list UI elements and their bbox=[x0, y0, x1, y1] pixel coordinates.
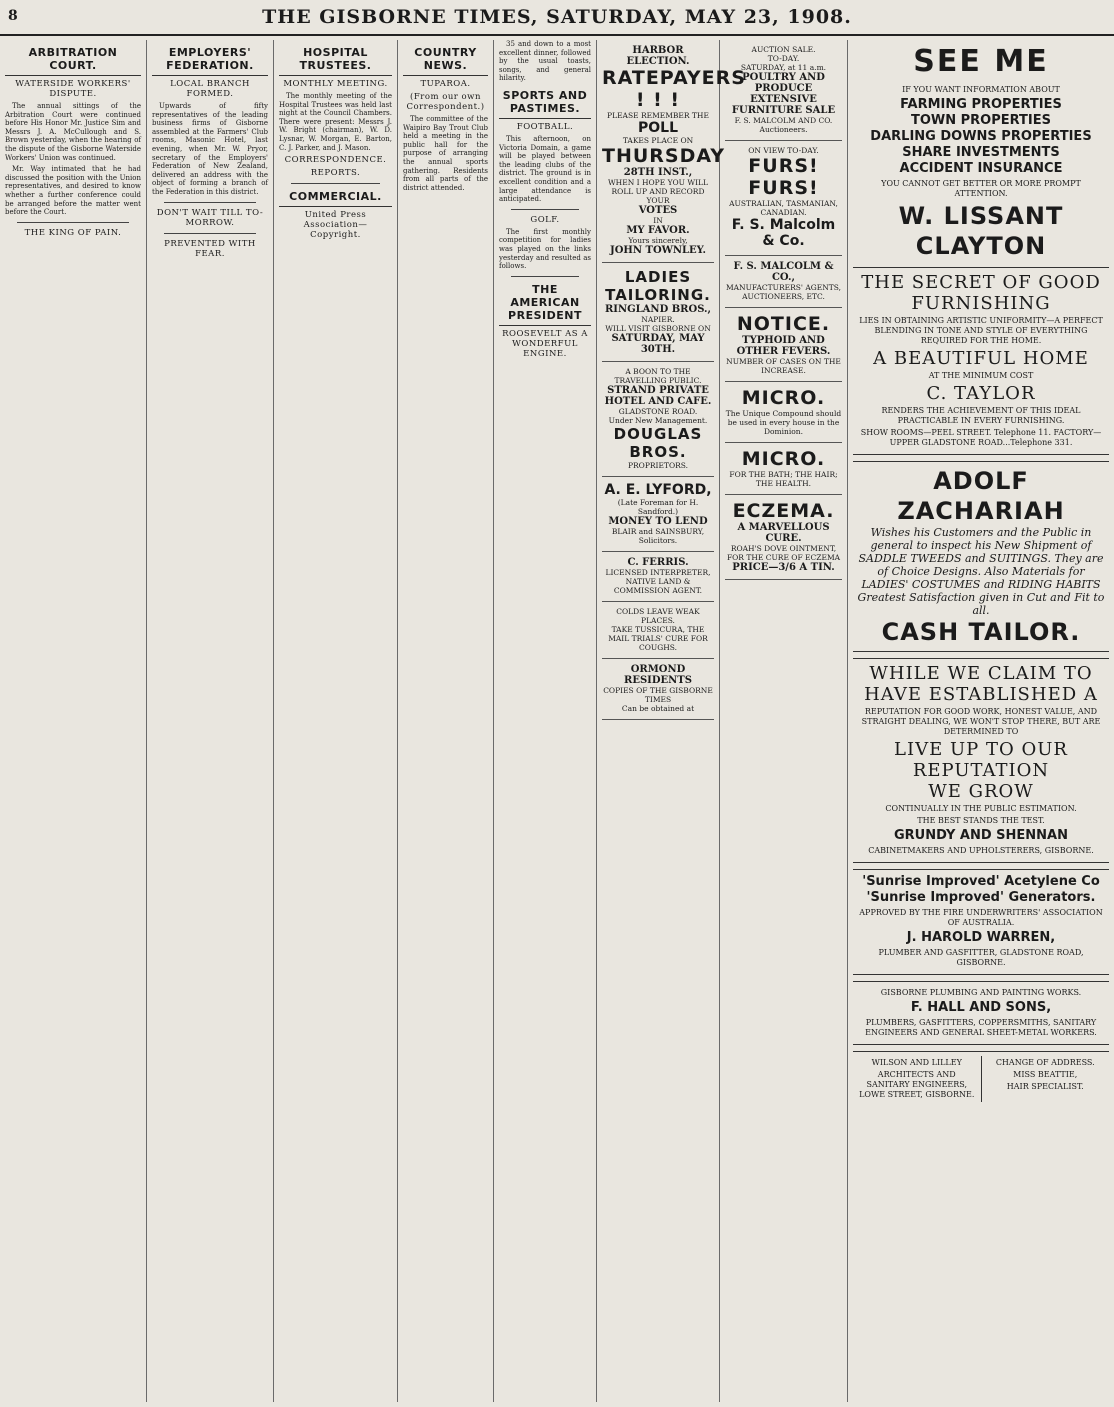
ad-text: 28TH INST., bbox=[623, 167, 693, 178]
ad-headline: ECZEMA. bbox=[732, 500, 835, 522]
ad-harbor-election bbox=[602, 40, 746, 263]
ad-headline: 'Sunrise Improved' Generators. bbox=[866, 890, 1096, 905]
ad-title: HARBOR ELECTION. bbox=[626, 45, 690, 67]
ad-micro bbox=[725, 382, 842, 443]
ad-signature: JOHN TOWNLEY. bbox=[609, 245, 707, 256]
page-number: 8 bbox=[8, 8, 18, 24]
masthead bbox=[0, 0, 1114, 36]
ad-text: ARCHITECTS AND SANITARY ENGINEERS, LOWE STREET, GISBORNE. bbox=[859, 1070, 975, 1099]
ad-text: CABINETMAKERS AND UPHOLSTERERS, GISBORNE. bbox=[868, 846, 1094, 855]
ad-text: A BOON TO THE TRAVELLING PUBLIC. bbox=[614, 367, 702, 385]
article-heading: SPORTS AND PASTIMES. bbox=[499, 89, 591, 119]
ad-headline: A BEAUTIFUL HOME bbox=[873, 348, 1089, 369]
ad-name: MISS BEATTIE, bbox=[1013, 1070, 1078, 1079]
ad-text: The Unique Compound should be used in every house in the Dominion. bbox=[725, 409, 842, 436]
ad-text: COPIES OF THE GISBORNE TIMES bbox=[603, 686, 713, 704]
ad-text: A MARVELLOUS CURE. bbox=[737, 522, 830, 544]
ad-headline: C. FERRIS. bbox=[627, 557, 689, 568]
ad-malcolm-agents bbox=[725, 256, 842, 308]
ad-headline: WHILE WE CLAIM TO HAVE ESTABLISHED A bbox=[864, 663, 1098, 705]
ad-headline: F. S. MALCOLM & CO., bbox=[733, 261, 834, 283]
article-heading: DON'T WAIT TILL TO-MORROW. bbox=[156, 207, 264, 228]
article-paragraph: Upwards of fifty representatives of the leading business firms of Gisborne assembled at the Farmers' Club rooms, Masonic Hotel, last evening, when Mr. W. Pryor, secretary of the Employers' Federation of New Zealand, delivered an address with the object of forming a branch of the Federation in this district. bbox=[152, 102, 268, 196]
column-arbitration-court bbox=[0, 40, 147, 1402]
column-advertisements-right bbox=[848, 40, 1114, 1402]
article-paragraph: The committee of the Waipiro Bay Trout Club held a meeting in the public hall for the purpose of arranging the annual sports gathering. Residents from all parts of the district attended. bbox=[403, 115, 488, 192]
ad-furs bbox=[725, 141, 842, 256]
ad-text: AT THE MINIMUM COST bbox=[928, 371, 1034, 380]
ad-notice-typhoid bbox=[725, 308, 842, 382]
ad-text: POLL bbox=[637, 120, 678, 136]
ad-headline: POULTRY AND PRODUCE bbox=[742, 72, 825, 94]
ad-text: LICENSED INTERPRETER, NATIVE LAND & COMMISSION AGENT. bbox=[605, 568, 711, 595]
ad-eczema bbox=[725, 495, 842, 580]
ad-text: F. S. Malcolm & Co. bbox=[731, 217, 836, 249]
article-heading: COMMERCIAL. bbox=[279, 190, 392, 207]
ad-headline: 'Sunrise Improved' Acetylene Co bbox=[862, 874, 1100, 889]
ad-zachariah bbox=[853, 461, 1109, 652]
ad-headline: ORMOND RESIDENTS bbox=[624, 664, 692, 686]
ad-text: SATURDAY, at 11 a.m. bbox=[740, 63, 827, 72]
article-subheading: MONTHLY MEETING. bbox=[283, 79, 388, 89]
ad-text: SHOW ROOMS—PEEL STREET. Telephone 11. FACTORY—UPPER GLADSTONE ROAD...Telephone 331. bbox=[860, 428, 1102, 447]
divider bbox=[511, 209, 579, 210]
column-sports bbox=[494, 40, 597, 1402]
ad-text: RINGLAND BROS., bbox=[604, 304, 712, 315]
ad-text: ON VIEW TO-DAY. bbox=[748, 146, 819, 155]
divider bbox=[291, 183, 380, 184]
ad-text: Under New Management. bbox=[608, 416, 708, 425]
article-paragraph: The annual sittings of the Arbitration Court were continued before His Honor Mr. Justice Sim and Messrs J. A. McCullough and S. Brown yesterday, when the hearing of the dispute of the Gisborne Waterside Workers' Union was continued. bbox=[5, 102, 141, 162]
ad-strand-hotel bbox=[602, 362, 714, 477]
ad-name: GRUNDY AND SHENNAN bbox=[894, 828, 1068, 843]
ad-headline: WE GROW bbox=[928, 781, 1034, 802]
ad-text: TAKES PLACE ON bbox=[622, 136, 694, 145]
ad-auction-sale bbox=[725, 40, 842, 141]
ad-headline: SEE ME bbox=[913, 44, 1049, 79]
ad-list-item: ACCIDENT INSURANCE bbox=[899, 161, 1063, 176]
ad-text: LIES IN OBTAINING ARTISTIC UNIFORMITY—A PERFECT BLENDING IN TONE AND STYLE OF EVERYTHING REQUIRED FOR THE HOME. bbox=[859, 316, 1103, 345]
column-hospital-trustees bbox=[274, 40, 398, 1402]
article-heading: THE KING OF PAIN. bbox=[24, 227, 122, 238]
ad-micro-bath bbox=[725, 443, 842, 495]
ad-text: HAIR SPECIALIST. bbox=[1006, 1082, 1084, 1091]
ad-text: MANUFACTURERS' AGENTS, AUCTIONEERS, ETC. bbox=[725, 283, 842, 301]
divider bbox=[164, 233, 256, 234]
article-heading: COUNTRY NEWS. bbox=[403, 46, 488, 76]
article-subheading: TUPAROA. bbox=[420, 79, 471, 89]
divider bbox=[511, 276, 579, 277]
ad-headline: MICRO. bbox=[741, 448, 826, 470]
ad-headline: GISBORNE PLUMBING AND PAINTING WORKS. bbox=[880, 988, 1082, 997]
ad-text: APPROVED BY THE FIRE UNDERWRITERS' ASSOCIATION OF AUSTRALIA. bbox=[859, 908, 1103, 927]
ad-list-item: TOWN PROPERTIES bbox=[910, 113, 1052, 128]
ad-ferris bbox=[602, 552, 714, 602]
ad-list-item: FARMING PROPERTIES bbox=[900, 97, 1062, 112]
ad-text: F. S. MALCOLM AND CO. Auctioneers. bbox=[734, 116, 833, 134]
article-heading: THE AMERICAN PRESIDENT bbox=[499, 283, 591, 326]
ad-text: (Late Foreman for H. Sandford.) bbox=[617, 498, 699, 516]
ad-ormond-residents bbox=[602, 659, 714, 720]
divider bbox=[164, 202, 256, 203]
column-country-news bbox=[398, 40, 494, 1402]
article-subheading: United Press Association—Copyright. bbox=[303, 210, 368, 241]
ad-headline: THURSDAY bbox=[602, 145, 726, 167]
ad-text: TYPHOID AND OTHER FEVERS. bbox=[736, 335, 831, 357]
ad-text: WILL VISIT GISBORNE ON bbox=[605, 324, 711, 333]
ad-name: J. HAROLD WARREN, bbox=[906, 930, 1056, 945]
article-subheading: ROOSEVELT AS A WONDERFUL ENGINE. bbox=[502, 328, 588, 359]
ad-text: PLUMBERS, GASFITTERS, COPPERSMITHS, SANITARY ENGINEERS AND GENERAL SHEET-METAL WORKERS. bbox=[865, 1018, 1097, 1037]
ad-name: C. TAYLOR bbox=[926, 383, 1036, 404]
ad-text: TO-DAY. bbox=[767, 54, 800, 63]
ad-we-grow bbox=[853, 658, 1109, 863]
ad-text: PLEASE REMEMBER THE bbox=[607, 111, 709, 120]
ad-headline: THE SECRET OF GOOD FURNISHING bbox=[861, 272, 1101, 314]
ad-name: WILSON AND LILLEY bbox=[871, 1058, 962, 1067]
article-heading: ARBITRATION COURT. bbox=[5, 46, 141, 76]
ad-miss-beattie bbox=[982, 1056, 1110, 1102]
page-title: THE GISBORNE TIMES, SATURDAY, MAY 23, 1908. bbox=[262, 6, 852, 28]
ad-headline: CHANGE OF ADDRESS. bbox=[995, 1058, 1095, 1067]
ad-text: Yours sincerely, bbox=[628, 236, 688, 245]
ad-name: ADOLF ZACHARIAH bbox=[897, 467, 1065, 525]
ad-ladies-tailoring bbox=[602, 263, 714, 362]
ad-text: SATURDAY, MAY 30TH. bbox=[611, 333, 705, 355]
byline: (From our own Correspondent.) bbox=[406, 92, 485, 112]
ad-furnishing bbox=[853, 267, 1109, 455]
ad-text: CONTINUALLY IN THE PUBLIC ESTIMATION. bbox=[885, 804, 1077, 813]
article-subheading: WATERSIDE WORKERS' DISPUTE. bbox=[15, 79, 131, 99]
article-subheading: FOOTBALL. bbox=[516, 121, 574, 132]
ad-hall-and-sons bbox=[853, 981, 1109, 1045]
ad-text: MONEY TO LEND bbox=[608, 516, 708, 527]
ad-text: NAPIER. bbox=[641, 315, 675, 324]
ad-text: COLDS LEAVE WEAK PLACES. bbox=[616, 607, 700, 625]
article-subheading: LOCAL BRANCH FORMED. bbox=[170, 79, 250, 99]
ad-headline: RATEPAYERS ! ! ! bbox=[602, 67, 746, 111]
ad-name: W. LISSANT CLAYTON bbox=[898, 202, 1064, 260]
ad-text: REPUTATION FOR GOOD WORK, HONEST VALUE, AND STRAIGHT DEALING, WE WON'T STOP THERE, BUT ARE DETERMINED TO bbox=[861, 707, 1101, 736]
ad-text: FOR THE BATH; THE HAIR; THE HEALTH. bbox=[729, 470, 838, 488]
ad-headline: LIVE UP TO OUR REPUTATION bbox=[894, 739, 1068, 781]
article-paragraph: This afternoon, on Victoria Domain, a game will be played between the leading clubs of the district. The ground is in excellent condition and a large attendance is anticipated. bbox=[499, 134, 591, 204]
ad-text: ROAH'S DOVE OINTMENT, FOR THE CURE OF ECZEMA bbox=[726, 544, 841, 562]
ad-text: TAKE TUSSICURA, THE MAIL TRIALS' CURE FOR COUGHS. bbox=[608, 625, 708, 652]
ad-sunrise bbox=[853, 869, 1109, 975]
ad-headline: LADIES TAILORING. bbox=[605, 268, 711, 304]
ad-headline: EXTENSIVE FURNITURE SALE bbox=[731, 94, 836, 116]
ad-title: AUCTION SALE. bbox=[751, 45, 816, 54]
ad-text: Can be obtained at bbox=[621, 704, 695, 713]
section-heading: CORRESPONDENCE. bbox=[284, 155, 387, 166]
ad-text: GLADSTONE ROAD. bbox=[618, 407, 698, 416]
article-heading: PREVENTED WITH FEAR. bbox=[164, 238, 256, 259]
ad-text: AUSTRALIAN, TASMANIAN, CANADIAN. bbox=[729, 199, 838, 217]
column-advertisements-middle bbox=[720, 40, 848, 1402]
column-employers-federation bbox=[147, 40, 274, 1402]
ad-headline: DOUGLAS BROS. bbox=[613, 425, 703, 461]
ad-headline: NOTICE. bbox=[736, 313, 831, 335]
ad-text: IF YOU WANT INFORMATION ABOUT bbox=[902, 85, 1060, 94]
article-paragraph: Mr. Way intimated that he had discussed the position with the Union representatives, and desired to know whether a further conference could be arranged before the matter went before the Court. bbox=[5, 165, 141, 217]
ad-text: VOTES bbox=[638, 205, 678, 216]
article-subheading: GOLF. bbox=[530, 214, 560, 225]
column-advertisements-left bbox=[597, 40, 746, 1402]
section-heading: REPORTS. bbox=[310, 168, 361, 179]
ad-headline: MICRO. bbox=[741, 387, 826, 409]
ad-text: RENDERS THE ACHIEVEMENT OF THIS IDEAL PRACTICABLE IN EVERY FURNISHING. bbox=[881, 406, 1081, 425]
ad-headline: FURS! FURS! bbox=[748, 155, 819, 199]
ad-list-item: DARLING DOWNS PROPERTIES bbox=[870, 129, 1092, 144]
ad-tussicura bbox=[602, 602, 714, 659]
ad-wilson-beattie bbox=[853, 1051, 1109, 1106]
ad-text: MY FAVOR. bbox=[626, 225, 690, 236]
article-heading: HOSPITAL TRUSTEES. bbox=[279, 46, 392, 76]
article-paragraph: 35 and down to a most excellent dinner, followed by the usual toasts, songs, and general hilarity. bbox=[499, 40, 591, 83]
article-paragraph: The monthly meeting of the Hospital Trustees was held last night at the Council Chambers. There were present: Messrs J. W. Bright (chairman), W. D. Lysnar, W. Morgan, E. Barton, C. J. Parker, and J. Mason. bbox=[279, 92, 392, 152]
ad-text: NUMBER OF CASES ON THE INCREASE. bbox=[726, 357, 841, 375]
divider bbox=[17, 222, 129, 223]
ad-price: PRICE—3/6 A TIN. bbox=[732, 562, 835, 573]
ad-headline: CASH TAILOR. bbox=[881, 618, 1081, 646]
article-paragraph: The first monthly competition for ladies was played on the links yesterday and resulted as follows. bbox=[499, 227, 591, 271]
ad-text: PROPRIETORS. bbox=[627, 461, 689, 470]
ad-list-item: SHARE INVESTMENTS bbox=[902, 145, 1060, 160]
article-heading: EMPLOYERS' FEDERATION. bbox=[152, 46, 268, 76]
ad-text: BLAIR and SAINSBURY, Solicitors. bbox=[611, 527, 705, 545]
ad-text: YOU CANNOT GET BETTER OR MORE PROMPT ATTENTION. bbox=[881, 179, 1081, 198]
ad-lyford bbox=[602, 477, 714, 552]
ad-text: Wishes his Customers and the Public in general to inspect his New Shipment of SADDLE TWEEDS and SUITINGS. They are of Choice Designs. Also Materials for LADIES' COSTUMES and RIDING HABITS Greatest Satisfaction given in Cut and Fit to all. bbox=[857, 526, 1105, 617]
ad-text: IN bbox=[653, 216, 663, 225]
ad-wilson-lilley bbox=[853, 1056, 982, 1102]
ad-headline: STRAND PRIVATE HOTEL AND CAFE. bbox=[604, 385, 712, 407]
ad-name: F. HALL AND SONS, bbox=[910, 1000, 1052, 1015]
ad-text: WHEN I HOPE YOU WILL ROLL UP AND RECORD YOUR bbox=[607, 178, 709, 205]
ad-text: THE BEST STANDS THE TEST. bbox=[917, 816, 1045, 825]
ad-headline: A. E. LYFORD, bbox=[604, 482, 712, 498]
ad-text: PLUMBER AND GASFITTER, GLADSTONE ROAD, GISBORNE. bbox=[878, 948, 1084, 967]
